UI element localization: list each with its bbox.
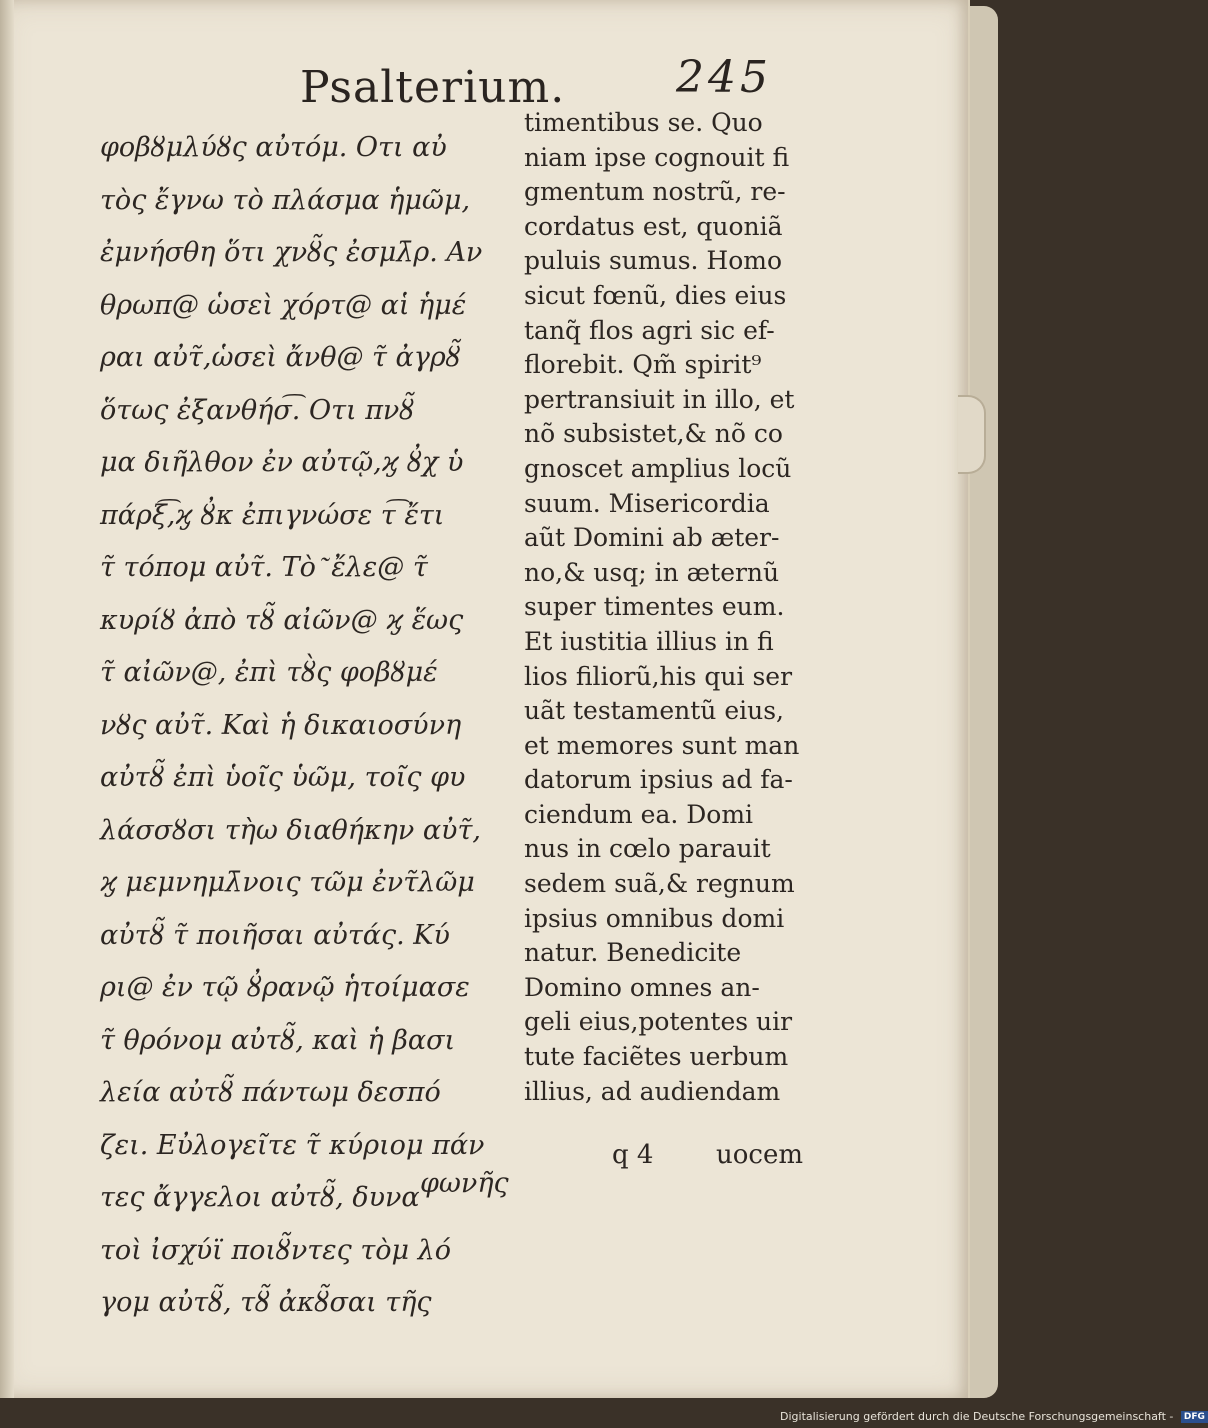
latin-text-line: tanq̃ flos agri sic ef- [524,315,775,345]
latin-text-line: sicut fœnũ, dies eius [524,280,787,310]
latin-text-line: puluis sumus. Homo [524,246,783,276]
latin-text-line: Et iustitia illius in fi [524,626,774,656]
greek-text-line: πάρξ͡,ϗ ȣ̓κ ἐπιγνώσε τ͡ ἔτι [100,499,445,531]
latin-text-line: ipsius omnibus domi [524,903,785,933]
latin-text-line: Domino omnes an- [524,972,760,1002]
credit-text: Digitalisierung gefördert durch die Deutsche Forschungsgemeinschaft - [780,1410,1174,1423]
greek-text-line: ἐμνήσθη ὅτι χνȣ̃ς ἐσμλ̄ρ. Αν [100,237,483,268]
latin-text-line: illius, ad audiendam [524,1076,781,1106]
latin-text-line: aũt Domini ab æter- [524,523,780,553]
latin-catchword: uocem [716,1140,804,1170]
latin-text-line: niam ipse cognouit fi [524,142,790,172]
latin-text-line: uãt testamentũ eius, [524,696,784,726]
digitization-credit [780,1410,1208,1423]
greek-text-line: τες ἄγγελοι αὐτȣ̃, δυνα [100,1182,420,1213]
latin-text-line: no,& usq; in æternũ [524,557,780,587]
greek-text-line: αὐτȣ̃ ἐπὶ ὑοῖς ὑῶμ, τοῖς φυ [100,762,466,793]
greek-text-line: ζει. Εὐλογεῖτε τ̃ κύριομ πάν [100,1129,485,1161]
latin-text-line: pertransiuit in illo, et [524,384,795,414]
greek-text-line: ὅτως ἐξανθήσ͡. Οτι πνȣ̃ [100,394,415,426]
greek-text-line: αὐτȣ̃ τ̃ ποιῆσαι αὐτάς. Κύ [100,919,450,951]
greek-text-line: τ̃ αἰῶν@, ἐπὶ τȣ̀ς φοβȣμέ [100,657,438,688]
greek-text-line: λεία αὐτȣ̃ πάντωμ δεσπό [100,1077,441,1108]
latin-text-line: geli eius,potentes uir [524,1007,793,1037]
greek-text-line: θρωπ@ ὡσεὶ χόρτ@ αἱ ἡμέ [100,289,467,321]
running-head: Psalterium. [300,62,566,113]
greek-text-line: τ̃ θρόνομ αὐτȣ̃, καὶ ἡ βασι [100,1024,456,1056]
page-gutter [0,0,14,1398]
greek-text-line: μα διῆλθον ἐν αὐτῷ,ϗ ȣ̓χ ὑ [100,447,464,478]
greek-text-line: λάσσȣσι τὴω διαθήκην αὐτ̃, [100,814,481,846]
greek-text-line: κυρίȣ ἀπὸ τȣ̃ αἰῶν@ ϗ ἕως [100,604,464,636]
latin-text-line: lios filiorũ,his qui ser [524,661,793,691]
latin-text-line: cordatus est, quoniã [524,211,783,241]
latin-text-line: sedem suã,& regnum [524,869,795,899]
latin-text-column [524,106,824,1109]
latin-text-line: ciendum ea. Domi [524,799,754,829]
greek-text-line: τὸς ἔγνω τὸ πλάσμα ἡμῶμ, [100,184,471,216]
greek-text-line: τ̃ τόπομ αὐτ̃. Τὸ ͂ ἔλε@ τ̃ [100,552,428,583]
greek-text-line: ραι αὐτ̃,ὡσεὶ ἄνθ@ τ̃ ἀγρȣ̃ [100,342,461,373]
latin-text-line: et memores sunt man [524,730,800,760]
latin-text-line: datorum ipsius ad fa- [524,765,793,795]
latin-text-line: nus in cœlo parauit [524,834,771,864]
latin-text-line: natur. Benedicite [524,938,742,968]
latin-text-line: florebit. Qm̃ spirit⁹ [524,350,762,380]
greek-text-line: νȣς αὐτ̃. Καὶ ἡ δικαιοσύνη [100,709,462,741]
greek-text-line: γομ αὐτȣ̃, τȣ̃ ἀκȣ̃σαι τῆς [100,1287,432,1318]
greek-text-line: φοβȣμλύȣς αὐτόμ. Οτι αὐ [100,132,447,163]
latin-text-line: super timentes eum. [524,592,785,622]
latin-text-line: suum. Misericordia [524,488,770,518]
greek-catchword: φωνῆς [420,1168,509,1199]
greek-text-line: τοὶ ἰσχύϊ ποιȣ̃ντες τὸμ λό [100,1234,452,1266]
latin-text-line: nõ subsistet,& nõ co [524,419,783,449]
folio-number: 245 [676,52,772,103]
latin-text-line: gmentum nostrũ, re- [524,177,786,207]
latin-text-line: timentibus se. Quo [524,108,763,137]
dfg-logo-icon: DFG [1181,1411,1208,1423]
greek-text-line: ρι@ ἐν τῷ ȣ̓ρανῷ ἡτοίμασε [100,972,470,1003]
leaf-tab-marker [958,395,986,474]
latin-text-line: gnoscet amplius locũ [524,453,792,483]
latin-text-line: tute faciẽtes uerbum [524,1042,789,1072]
greek-text-column [100,122,520,1330]
signature-mark: q 4 [612,1140,654,1170]
greek-text-line: ϗ μεμνημλ̄νοις τῶμ ἐντ̃λῶμ [100,867,475,898]
